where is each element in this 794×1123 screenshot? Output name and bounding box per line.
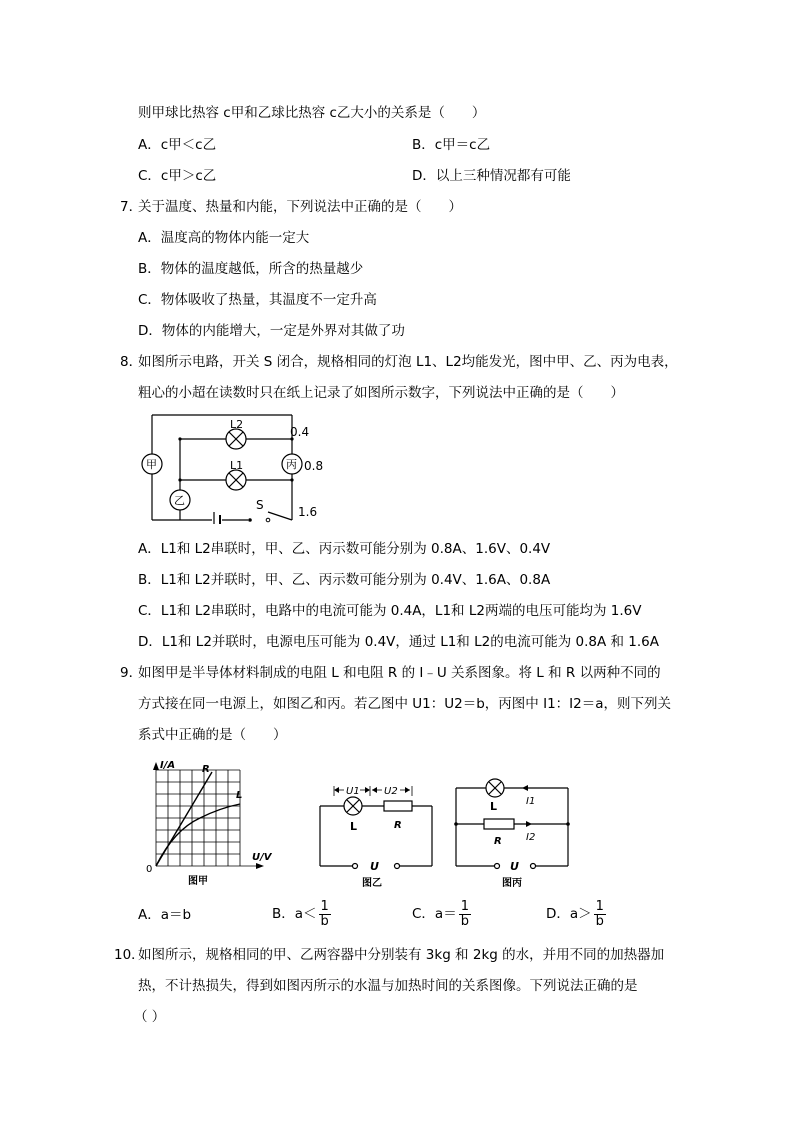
fraction-numerator: 1 xyxy=(595,898,604,914)
reading-0-4: 0.4 xyxy=(290,425,310,439)
q7-option-b: B．物体的温度越低，所含的热量越少 xyxy=(138,261,364,277)
fraction-denominator: b xyxy=(460,913,469,929)
q8-option-b: B．L1和 L2并联时，甲、乙、丙示数可能分别为 0.4V、1.6A、0.8A xyxy=(138,572,551,588)
switch-contact xyxy=(248,518,252,522)
fraction-numerator: 1 xyxy=(320,898,329,914)
q9-option-c xyxy=(412,896,471,932)
q9-option-d-fraction xyxy=(594,900,606,929)
label-l1: L1 xyxy=(230,459,244,472)
q7-option-c: C．物体吸收了热量，其温度不一定升高 xyxy=(138,292,377,308)
q9-option-d xyxy=(546,896,606,932)
fig-yi-u1: U1 xyxy=(346,786,360,797)
fig-bing-i1: I1 xyxy=(526,796,536,807)
fig-jia-origin: 0 xyxy=(146,864,153,875)
meter-yi: 乙 xyxy=(174,494,185,507)
fig-yi-u: U xyxy=(370,860,379,873)
fraction-numerator: 1 xyxy=(460,898,469,914)
q6-option-a: A．c甲＜c乙 xyxy=(138,137,217,153)
q8-stem-line1: 如图所示电路，开关 S 闭合，规格相同的灯泡 L1、L2均能发光，图中甲、乙、丙为电表， xyxy=(138,354,678,370)
fig-bing-l: L xyxy=(490,800,498,813)
q7-option-a: A．温度高的物体内能一定大 xyxy=(138,230,310,246)
q6-option-c: C．c甲＞c乙 xyxy=(138,168,217,184)
fig-yi-l: L xyxy=(350,820,358,833)
q9-number: 9． xyxy=(120,665,143,681)
q9-option-b-fraction xyxy=(319,900,331,929)
fraction-denominator: b xyxy=(320,913,329,929)
q6-option-b: B．c甲＝c乙 xyxy=(412,137,491,153)
q7-option-d: D．物体的内能增大，一定是外界对其做了功 xyxy=(138,323,405,339)
q6-option-d: D．以上三种情况都有可能 xyxy=(412,168,571,184)
q7-number: 7． xyxy=(120,199,143,215)
q8-option-d: D．L1和 L2并联时，电源电压可能为 0.4V，通过 L1和 L2的电流可能为 0.8A 和 1.6A xyxy=(138,634,659,650)
fig-yi-r: R xyxy=(394,820,402,831)
fig-yi-caption: 图乙 xyxy=(362,878,382,889)
q9-fig-yi-series-circuit xyxy=(312,770,440,890)
reading-0-8: 0.8 xyxy=(304,459,324,473)
fig-bing-caption: 图丙 xyxy=(502,878,522,889)
meter-bing: 丙 xyxy=(286,458,297,471)
q9-option-b xyxy=(272,896,331,932)
switch-contact xyxy=(266,518,270,522)
fig-jia-curve-l: L xyxy=(236,790,243,801)
reading-1-6: 1.6 xyxy=(298,505,318,519)
q8-option-c: C．L1和 L2串联时，电路中的电流可能为 0.4A，L1和 L2两端的电压可能均为 1.6V xyxy=(138,603,642,619)
label-l2: L2 xyxy=(230,418,244,431)
q10-stem-line3: （ ） xyxy=(134,1009,166,1025)
q8-circuit-diagram xyxy=(130,412,340,524)
q10-number: 10． xyxy=(114,947,145,963)
q10-stem-line2: 热，不计热损失，得到如图丙所示的水温与加热时间的关系图像。下列说法正确的是 xyxy=(138,978,638,994)
q10-stem-line1: 如图所示，规格相同的甲、乙两容器中分别装有 3kg 和 2kg 的水，并用不同的加热器加 xyxy=(138,947,665,963)
fig-jia-xlabel: U/V xyxy=(252,852,272,863)
fig-jia-curve-r: R xyxy=(202,764,210,775)
q9-option-a: A．a＝b xyxy=(138,907,192,923)
q9-fig-bing-parallel-circuit xyxy=(450,770,576,890)
q9-fig-jia-iu-graph xyxy=(140,758,280,890)
q9-option-c-fraction xyxy=(459,900,471,929)
fig-bing-r: R xyxy=(494,836,502,847)
q8-option-a: A．L1和 L2串联时，甲、乙、丙示数可能分别为 0.8A、1.6V、0.4V xyxy=(138,541,551,557)
fig-jia-ylabel: I/A xyxy=(160,760,176,771)
q7-stem: 关于温度、热量和内能，下列说法中正确的是（ ） xyxy=(138,199,462,215)
q8-stem-line2: 粗心的小超在读数时只在纸上记录了如图所示数字，下列说法中正确的是（ ） xyxy=(138,385,624,401)
q8-number: 8． xyxy=(120,354,143,370)
q9-option-c-prefix: C．a＝ xyxy=(412,906,457,922)
fig-bing-u: U xyxy=(510,860,519,873)
q9-stem-line3: 系式中正确的是（ ） xyxy=(138,727,287,743)
q9-option-d-prefix: D．a＞ xyxy=(546,906,592,922)
q9-stem-line1: 如图甲是半导体材料制成的电阻 L 和电阻 R 的 I﹣U 关系图象。将 L 和 R 以两种不同的 xyxy=(138,665,661,681)
fig-yi-u2: U2 xyxy=(384,786,398,797)
fig-bing-i2: I2 xyxy=(526,832,536,843)
q9-stem-line2: 方式接在同一电源上，如图乙和丙。若乙图中 U1：U2＝b，丙图中 I1：I2＝a，则下列关 xyxy=(138,696,672,712)
label-s: S xyxy=(256,498,264,512)
fig-jia-caption: 图甲 xyxy=(188,876,208,887)
fraction-denominator: b xyxy=(595,913,604,929)
q9-option-b-prefix: B．a＜ xyxy=(272,906,317,922)
q6-stem-tail: 则甲球比热容 c甲和乙球比热容 c乙大小的关系是（ ） xyxy=(138,105,486,121)
meter-jia: 甲 xyxy=(146,458,157,471)
